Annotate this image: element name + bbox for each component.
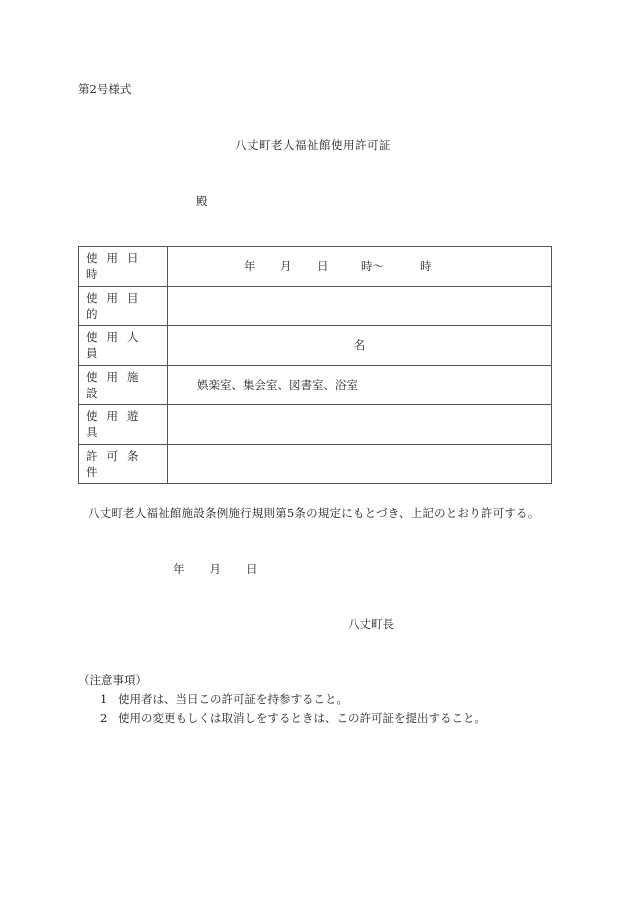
table-row-usage-datetime xyxy=(79,247,552,287)
row-label: 許可条件 xyxy=(79,444,168,484)
row-label: 使用目的 xyxy=(79,286,168,326)
note-text: 使用者は、当日この許可証を持参すること。 xyxy=(118,692,348,706)
permit-conditions-field xyxy=(168,444,552,484)
issue-year-label: 年 xyxy=(173,562,185,576)
table-row-usage-purpose xyxy=(79,286,552,326)
issue-month-label: 月 xyxy=(209,562,221,576)
note-number: 2 xyxy=(100,711,108,725)
row-label: 使用遊具 xyxy=(79,405,168,445)
row-label: 使用人員 xyxy=(79,326,168,366)
to-hour-label: 時 xyxy=(420,259,432,274)
table-row-usage-headcount xyxy=(79,326,552,366)
notes-heading: （注意事項） xyxy=(78,673,147,687)
issue-date xyxy=(173,561,283,577)
permit-statement: 八丈町老人福祉館施設条例施行規則第5条の規定にもとづき、上記のとおり許可する。 xyxy=(88,506,540,520)
year-label: 年 xyxy=(244,259,256,274)
usage-purpose-field xyxy=(168,286,552,326)
note-number: 1 xyxy=(100,692,108,706)
table-row-usage-facility xyxy=(79,365,552,405)
usage-equipment-field xyxy=(168,405,552,445)
table-row-permit-conditions xyxy=(79,444,552,484)
issue-day-label: 日 xyxy=(246,562,258,576)
issuer: 八丈町長 xyxy=(348,617,394,631)
note-item xyxy=(100,710,486,726)
permit-table xyxy=(78,246,552,484)
table-row-usage-equipment xyxy=(79,405,552,445)
usage-headcount-field: 名 xyxy=(168,326,552,366)
usage-datetime-field xyxy=(168,247,552,287)
note-text: 使用の変更もしくは取消しをするときは、この許可証を提出すること。 xyxy=(118,711,486,725)
month-label: 月 xyxy=(280,259,292,274)
day-label: 日 xyxy=(317,259,329,274)
usage-facility-field: 娯楽室、集会室、図書室、浴室 xyxy=(168,365,552,405)
note-item xyxy=(100,691,348,707)
document-title: 八丈町老人福祉館使用許可証 xyxy=(235,138,391,152)
from-hour-label: 時～ xyxy=(361,259,384,274)
form-number: 第2号様式 xyxy=(78,82,132,96)
row-label: 使用日時 xyxy=(79,247,168,287)
row-label: 使用施設 xyxy=(79,365,168,405)
addressee-suffix: 殿 xyxy=(196,194,208,208)
